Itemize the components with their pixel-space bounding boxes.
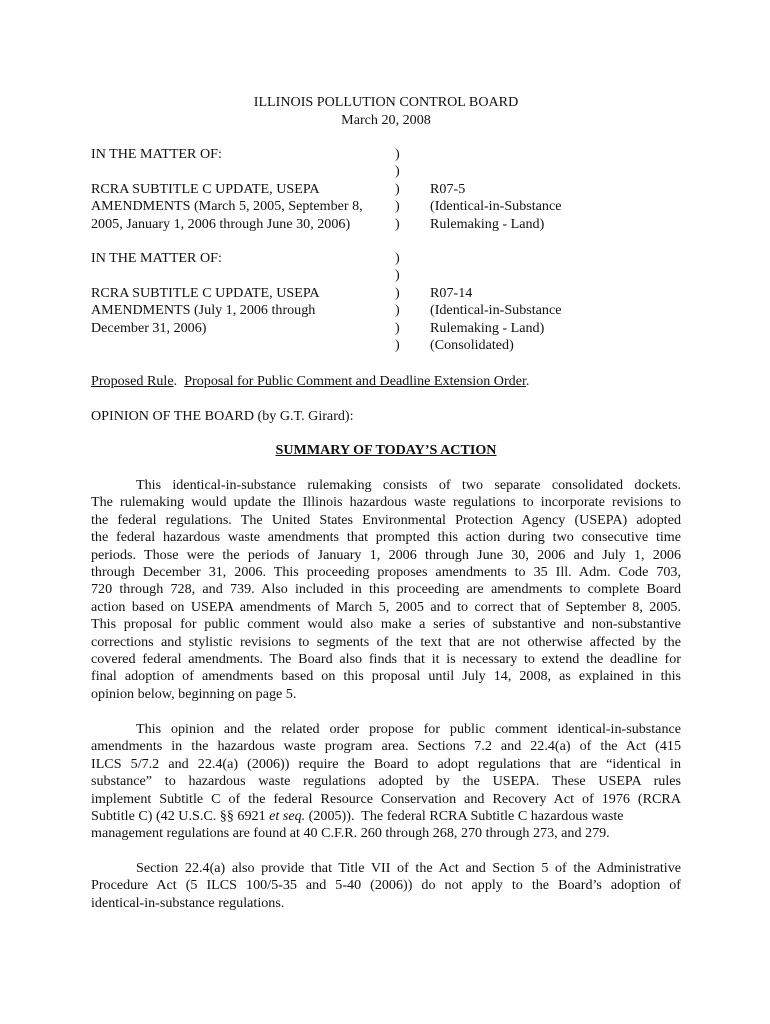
proposal-order-label: Proposal for Public Comment and Deadline Extension Order (184, 373, 526, 389)
caption-row: ) (Consolidated) (395, 336, 514, 353)
opinion-heading: OPINION OF THE BOARD (by G.T. Girard): (91, 408, 354, 424)
paragraph-summary: This identical-in-substance rulemaking consists of two separate consolidated dockets. The rulemaking would update the Illinois hazardous waste regulations to incorporate revisions to the federal regulations. The United States Environmental Protection Agency (USEPA) adopted the federal hazardous waste amendments that prompted this action during two consecutive time periods. Those were the periods of January 1, 2006 through June 30, 2006 and July 1, 2006 through December 31, 2006. This proceeding proposes amendments to 35 Ill. Adm. Code 703, 720 through 728, and 739. Also included in this proceeding are amendments to complete Board action based on USEPA amendments of March 5, 2005 and to correct that of September 8, 2005. This proposal for public comment would also make a series of substantive and non-substantive corrections and stylistic revisions to segments of the text that are not otherwise affected by the covered federal amendments. The Board also finds that it is necessary to extend the deadline for final adoption of amendments based on this proposal until July 14, 2008, as explained in this opinion below, beginning on page 5. (91, 477, 681, 702)
caption-row: ) (395, 267, 400, 284)
document-page (91, 0, 681, 1024)
caption-row: RCRA SUBTITLE C UPDATE, USEPA ) R07-5 (91, 180, 466, 197)
document-date: March 20, 2008 (341, 112, 431, 128)
caption-row: December 31, 2006) ) Rulemaking - Land) (91, 319, 545, 336)
docket-number: R07-14 (430, 284, 473, 301)
caption-row: AMENDMENTS (March 5, 2005, September 8, ) (Identical-in-Substance (91, 198, 562, 215)
case-caption-r07-14 (91, 250, 681, 354)
proposed-rule-line: Proposed Rule. Proposal for Public Comment and Deadline Extension Order. (91, 373, 530, 389)
paragraph-authority: This opinion and the related order propose for public comment identical-in-substance amendments in the hazardous waste program area. Sections 7.2 and 22.4(a) of the Act (415 ILCS 5/7.2 and 22.4(a) (2006)) require the Board to adopt regulations that are “identical in substance” to hazardous waste regulations adopted by the USEPA. These USEPA rules implement Subtitle C of the federal Resource Conservation and Recovery Act of 1976 (RCRA Subtitle C) (42 U.S.C. §§ 6921 et seq. (2005)). The federal RCRA Subtitle C hazardous waste management regulations are found at 40 C.F.R. 260 through 268, 270 through 273, and 279. (91, 721, 681, 842)
caption-row: IN THE MATTER OF: ) (91, 250, 400, 266)
caption-row: RCRA SUBTITLE C UPDATE, USEPA ) R07-14 (91, 284, 473, 301)
caption-row: AMENDMENTS (July 1, 2006 through ) (Identical-in-Substance (91, 302, 562, 319)
caption-row: 2005, January 1, 2006 through June 30, 2006) ) Rulemaking - Land) (91, 215, 545, 232)
docket-number: R07-5 (430, 180, 466, 197)
section-title: SUMMARY OF TODAY’S ACTION (275, 442, 497, 458)
caption-row: ) (395, 163, 400, 180)
caption-row: IN THE MATTER OF: ) (91, 146, 400, 162)
paragraph-apa: Section 22.4(a) also provide that Title VII of the Act and Section 5 of the Administrative Procedure Act (5 ILCS 100/5-35 and 5-40 (2006)) do not apply to the Board’s adoption of identical-in-substance regulations. (91, 860, 681, 911)
proposed-rule-label: Proposed Rule (91, 373, 174, 389)
case-caption-r07-5 (91, 146, 681, 233)
board-name: ILLINOIS POLLUTION CONTROL BOARD (253, 94, 519, 110)
